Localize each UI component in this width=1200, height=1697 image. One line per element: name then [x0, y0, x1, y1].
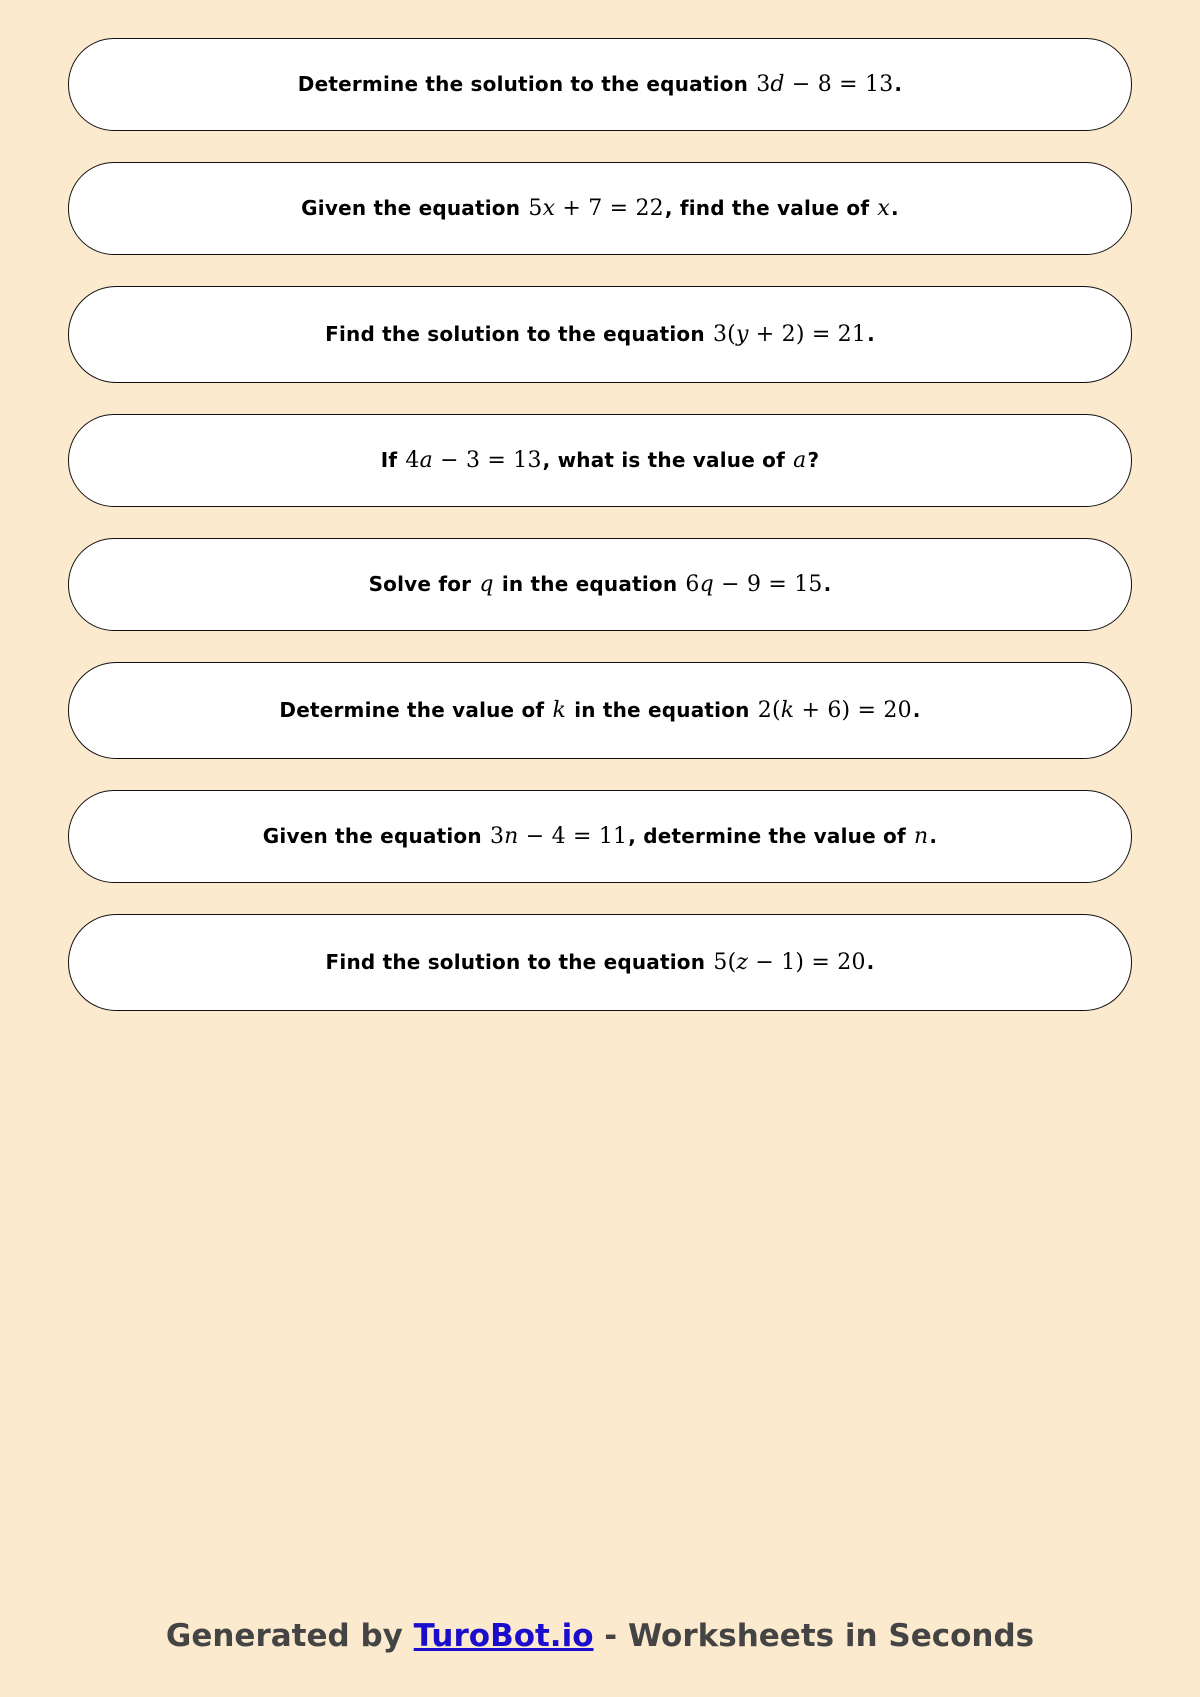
problem-text-segment: .	[823, 572, 832, 596]
problem-card	[68, 162, 1132, 255]
problem-text-segment: .	[866, 950, 875, 974]
problem-card	[68, 662, 1132, 759]
problem-text-segment: .	[867, 322, 875, 346]
problem-text	[279, 698, 920, 723]
problem-text-segment: , find the value of	[664, 196, 877, 220]
problem-text-segment: Determine the solution to the equation	[297, 72, 756, 96]
problem-list	[68, 38, 1132, 1042]
problem-text-segment: Solve for	[368, 572, 479, 596]
math-expression: 3d − 8 = 13	[756, 72, 894, 97]
math-expression: n	[914, 824, 929, 849]
problem-text	[381, 448, 820, 473]
problem-text-segment: Find the solution to the equation	[325, 322, 712, 346]
footer-prefix: Generated by	[165, 1618, 414, 1654]
problem-card	[68, 38, 1132, 131]
math-expression: 3(y + 2) = 21	[712, 322, 867, 347]
problem-text	[325, 322, 875, 347]
problem-text	[326, 950, 875, 975]
problem-card	[68, 538, 1132, 631]
math-expression: 3n − 4 = 11	[489, 824, 628, 849]
problem-text	[298, 72, 902, 97]
problem-card	[68, 414, 1132, 507]
math-expression: 4a − 3 = 13	[405, 448, 542, 473]
problem-text-segment: Given the equation	[262, 824, 489, 848]
problem-text-segment: ?	[807, 448, 820, 472]
problem-text-segment: , determine the value of	[628, 824, 914, 848]
math-expression: a	[793, 448, 807, 473]
problem-text-segment: .	[929, 824, 938, 848]
problem-text-segment: .	[912, 698, 921, 722]
problem-text-segment: Given the equation	[301, 196, 528, 220]
math-expression: q	[479, 572, 494, 597]
problem-card	[68, 286, 1132, 383]
problem-card	[68, 914, 1132, 1011]
math-expression: 6q − 9 = 15	[685, 572, 823, 597]
problem-text-segment: Determine the value of	[279, 698, 552, 722]
problem-text-segment: .	[891, 196, 899, 220]
problem-text-segment: , what is the value of	[542, 448, 793, 472]
problem-text-segment: in the equation	[494, 572, 685, 596]
math-expression: 5(z − 1) = 20	[713, 950, 866, 975]
problem-text-segment: in the equation	[567, 698, 757, 722]
problem-card	[68, 790, 1132, 883]
footer	[0, 1618, 1200, 1654]
math-expression: k	[552, 698, 567, 723]
problem-text-segment: If	[380, 448, 405, 472]
problem-text	[263, 824, 937, 849]
math-expression: 2(k + 6) = 20	[757, 698, 912, 723]
problem-text	[369, 572, 832, 597]
turobot-link[interactable]: TuroBot.io	[413, 1618, 594, 1654]
math-expression: x	[877, 196, 891, 221]
problem-text-segment: .	[894, 72, 903, 96]
problem-text	[301, 196, 899, 221]
math-expression: 5x + 7 = 22	[528, 196, 664, 221]
problem-text-segment: Find the solution to the equation	[325, 950, 713, 974]
footer-suffix: - Worksheets in Seconds	[593, 1618, 1035, 1654]
